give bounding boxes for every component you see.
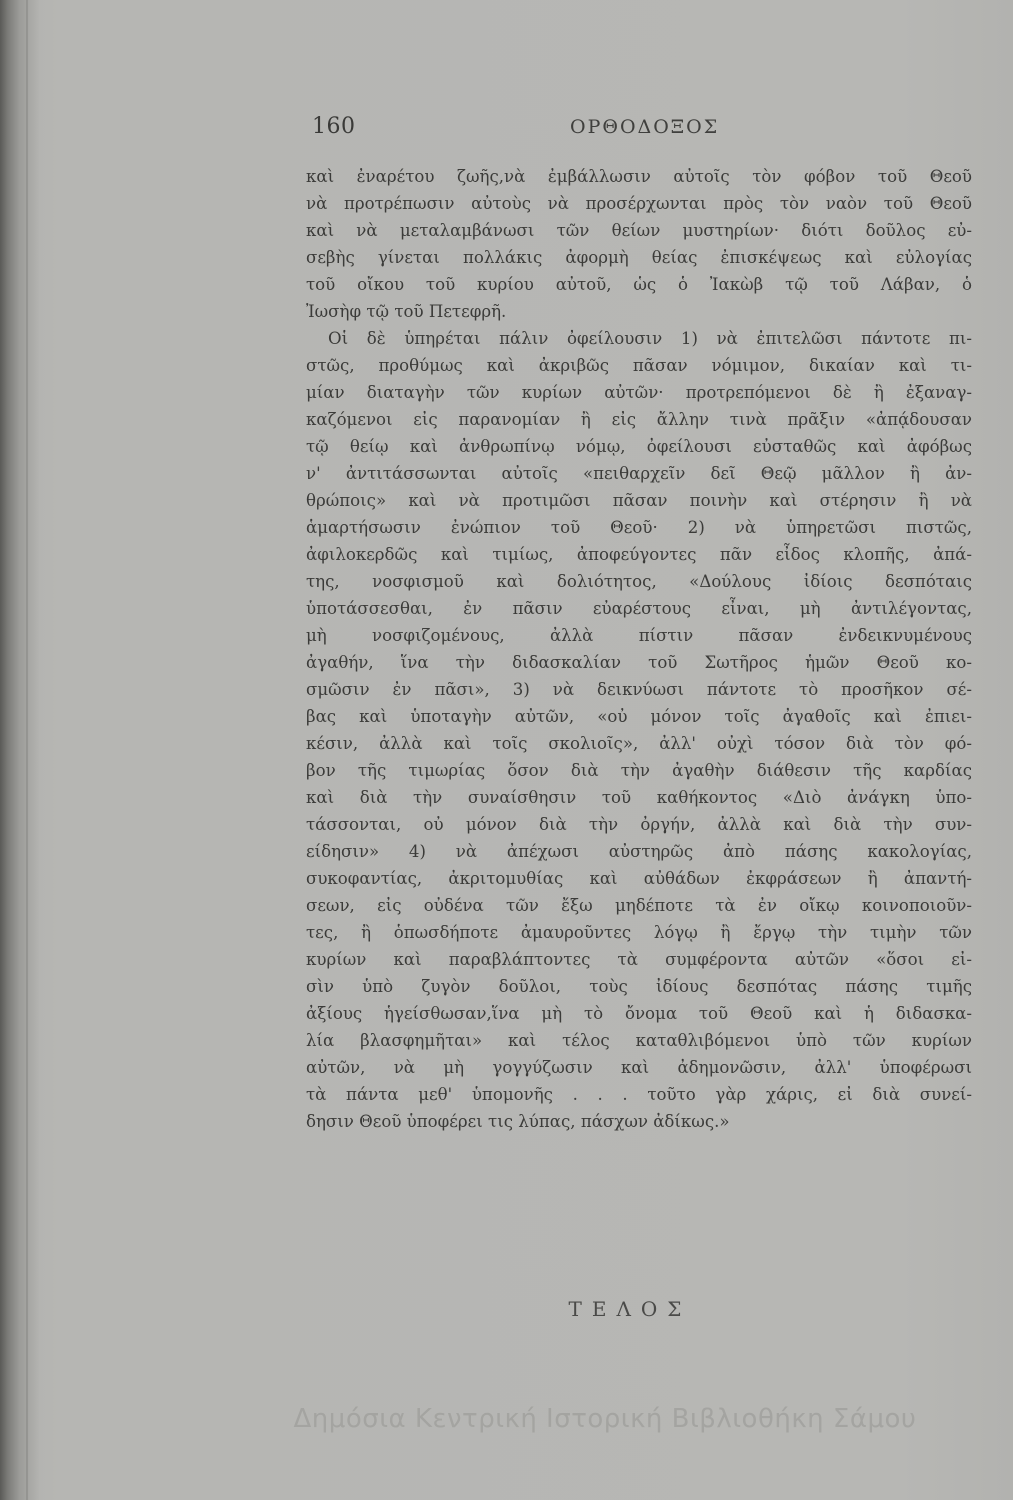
text-line: ἀφιλοκερδῶς καὶ τιμίως, ἀποφεύγοντες πᾶν εἶδος κλοπῆς, ἀπά-	[306, 545, 972, 564]
book-gutter	[0, 0, 40, 1500]
text-line: συκοφαντίας, ἀκριτομυθίας καὶ αὐθάδων ἐκφράσεων ἢ ἀπαντή-	[306, 869, 972, 888]
text-line: Οἱ δὲ ὑπηρέται πάλιν ὀφείλουσιν 1) νὰ ἐπιτελῶσι πάντοτε πι-	[328, 329, 972, 348]
text-line: ν' ἀντιτάσσωνται αὐτοῖς «πειθαρχεῖν δεῖ Θεῷ μᾶλλον ἢ ἀν-	[306, 464, 972, 483]
text-line: της, νοσφισμοῦ καὶ δολιότητος, «Δούλους ἰδίοις δεσπόταις	[306, 572, 972, 591]
text-line: δησιν Θεοῦ ὑποφέρει τις λύπας, πάσχων ἀδίκως.»	[306, 1112, 730, 1131]
text-line: τὰ πάντα μεθ' ὑπομονῆς . . . τοῦτο γὰρ χάρις, εἰ διὰ συνεί-	[306, 1085, 972, 1104]
text-line: τες, ἢ ὁπωσδήποτε ἀμαυροῦντες λόγῳ ἢ ἔργῳ τὴν τιμὴν τῶν	[306, 923, 972, 942]
page-edge	[26, 0, 28, 1500]
text-line: βας καὶ ὑποταγὴν αὐτῶν, «οὐ μόνον τοῖς ἀγαθοῖς καὶ ἐπιει-	[306, 707, 972, 726]
text-line: θρώποις» καὶ νὰ προτιμῶσι πᾶσαν ποινὴν καὶ στέρησιν ἢ νὰ	[306, 491, 972, 510]
text-line: ἀξίους ἡγείσθωσαν,ἵνα μὴ τὸ ὄνομα τοῦ Θεοῦ καὶ ἡ διδασκα-	[306, 1004, 972, 1023]
text-line: στῶς, προθύμως καὶ ἀκριβῶς πᾶσαν νόμιμον, δικαίαν καὶ τι-	[306, 356, 972, 375]
library-watermark: Δημόσια Κεντρική Ιστορική Βιβλιοθήκη Σάμου	[293, 1404, 917, 1434]
text-line: είδησιν» 4) νὰ ἀπέχωσι αὐστηρῶς ἀπὸ πάσης κακολογίας,	[306, 842, 972, 861]
text-line: λία βλασφημῆται» καὶ τέλος καταθλιβόμενοι ὑπὸ τῶν κυρίων	[306, 1031, 972, 1050]
body-text	[306, 163, 972, 1135]
text-line: ὑποτάσσεσθαι, ἐν πᾶσιν εὐαρέστους εἶναι, μὴ ἀντιλέγοντας,	[306, 599, 972, 618]
text-line: σεβὴς γίνεται πολλάκις ἀφορμὴ θείας ἐπισκέψεως καὶ εὐλογίας	[306, 248, 972, 267]
text-line: Ἰωσὴφ τῷ τοῦ Πετεφρῆ.	[306, 302, 507, 321]
text-line: μίαν διαταγὴν τῶν κυρίων αὐτῶν· προτρεπόμενοι δὲ ἢ ἐξαναγ-	[306, 383, 972, 402]
text-line: σμῶσιν ἐν πᾶσι», 3) νὰ δεικνύωσι πάντοτε τὸ προσῆκον σέ-	[306, 680, 972, 699]
end-mark: ΤΕΛΟΣ	[568, 1297, 692, 1321]
text-line: τῷ θείῳ καὶ ἀνθρωπίνῳ νόμῳ, ὀφείλουσι εὐσταθῶς καὶ ἀφόβως	[306, 437, 972, 456]
text-line: τάσσονται, οὐ μόνον διὰ τὴν ὀργήν, ἀλλὰ καὶ διὰ τὴν συν-	[306, 815, 972, 834]
text-line: καὶ ἐναρέτου ζωῆς,νὰ ἐμβάλλωσιν αὐτοῖς τὸν φόβον τοῦ Θεοῦ	[306, 167, 972, 186]
text-line: ἀγαθήν, ἵνα τὴν διδασκαλίαν τοῦ Σωτῆρος ἡμῶν Θεοῦ κο-	[306, 653, 972, 672]
text-line: καζόμενοι εἰς παρανομίαν ἢ εἰς ἄλλην τινὰ πρᾶξιν «ἀπᾴδουσαν	[306, 410, 972, 429]
text-line: καὶ διὰ τὴν συναίσθησιν τοῦ καθήκοντος «Διὸ ἀνάγκη ὑπο-	[306, 788, 972, 807]
page-header	[312, 114, 720, 150]
text-line: αὐτῶν, νὰ μὴ γογγύζωσιν καὶ ἀδημονῶσιν, ἀλλ' ὑποφέρωσι	[306, 1058, 972, 1077]
text-line: νὰ προτρέπωσιν αὐτοὺς νὰ προσέρχωνται πρὸς τὸν ναὸν τοῦ Θεοῦ	[306, 194, 972, 213]
text-line: κέσιν, ἀλλὰ καὶ τοῖς σκολιοῖς», ἀλλ' οὐχὶ τόσον διὰ τὸν φό-	[306, 734, 972, 753]
text-line: σεων, εἰς οὐδένα τῶν ἔξω μηδέποτε τὰ ἐν οἴκῳ κοινοποιοῦν-	[306, 896, 972, 915]
running-title: ΟΡΘΟΔΟΞΟΣ	[570, 116, 720, 138]
text-line: κυρίων καὶ παραβλάπτοντες τὰ συμφέροντα αὐτῶν «ὅσοι εἰ-	[306, 950, 972, 969]
text-line: ἁμαρτήσωσιν ἐνώπιον τοῦ Θεοῦ· 2) νὰ ὑπηρετῶσι πιστῶς,	[306, 518, 972, 537]
text-line: τοῦ οἴκου τοῦ κυρίου αὐτοῦ, ὡς ὁ Ἰακὼβ τῷ τοῦ Λάβαν, ὁ	[306, 275, 972, 294]
text-line: βον τῆς τιμωρίας ὅσον διὰ τὴν ἀγαθὴν διάθεσιν τῆς καρδίας	[306, 761, 972, 780]
page-number: 160	[312, 114, 356, 139]
text-line: καὶ νὰ μεταλαμβάνωσι τῶν θείων μυστηρίων· διότι δοῦλος εὐ-	[306, 221, 972, 240]
text-line: σὶν ὑπὸ ζυγὸν δοῦλοι, τοὺς ἰδίους δεσπότας πάσης τιμῆς	[306, 977, 972, 996]
text-line: μὴ νοσφιζομένους, ἀλλὰ πίστιν πᾶσαν ἐνδεικνυμένους	[306, 626, 972, 645]
